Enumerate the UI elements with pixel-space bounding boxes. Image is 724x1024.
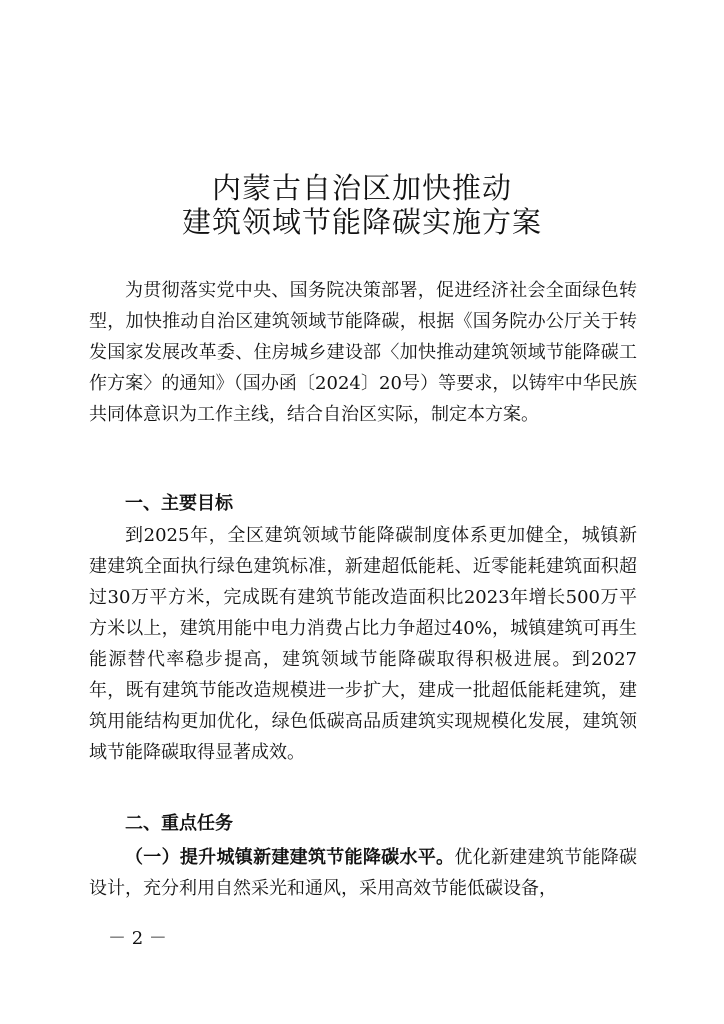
intro-paragraph-block	[89, 275, 637, 430]
section-2-paragraph-block	[89, 842, 637, 904]
page-number: － 2 －	[108, 928, 167, 949]
section-1-paragraph-block	[89, 520, 637, 768]
section-1-heading: 一、主要目标	[125, 493, 233, 514]
section-2-item-1-text: 优化新建建筑节能降碳设计，充分利用自然采光和通风，采用高效节能低碳设备，	[89, 847, 638, 899]
section-2-heading: 二、重点任务	[125, 813, 233, 834]
section-2-item-1-label: （一）提升城镇新建建筑节能降碳水平。	[125, 847, 455, 868]
section-2-item-1-paragraph	[89, 842, 637, 904]
document-title-line-2: 建筑领域节能降碳实施方案	[181, 205, 542, 239]
document-title-line-1: 内蒙古自治区加快推动	[211, 171, 512, 205]
section-1-paragraph: 到2025年，全区建筑领域节能降碳制度体系更加健全，城镇新建建筑全面执行绿色建筑标准，新建超低能耗、近零能耗建筑面积超过30万平方米，完成既有建筑节能改造面积比2023年增长500万平方米以上，建筑用能中电力消费占比力争超过40%，城镇建筑可再生能源替代率稳步提高，建筑领域节能降碳取得积极进展。到2027年，既有建筑节能改造规模进一步扩大，建成一批超低能耗建筑，建筑用能结构更加优化，绿色低碳高品质建筑实现规模化发展，建筑领域节能降碳取得显著成效。	[89, 525, 637, 763]
intro-paragraph: 为贯彻落实党中央、国务院决策部署，促进经济社会全面绿色转型，加快推动自治区建筑领域节能降碳，根据《国务院办公厅关于转发国家发展改革委、住房城乡建设部〈加快推动建筑领域节能降碳工作方案〉的通知》（国办函〔2024〕20号）等要求，以铸牢中华民族共同体意识为工作主线，结合自治区实际，制定本方案。	[89, 280, 637, 425]
section-1-heading-block	[89, 488, 637, 519]
section-2-heading-block	[89, 808, 637, 839]
